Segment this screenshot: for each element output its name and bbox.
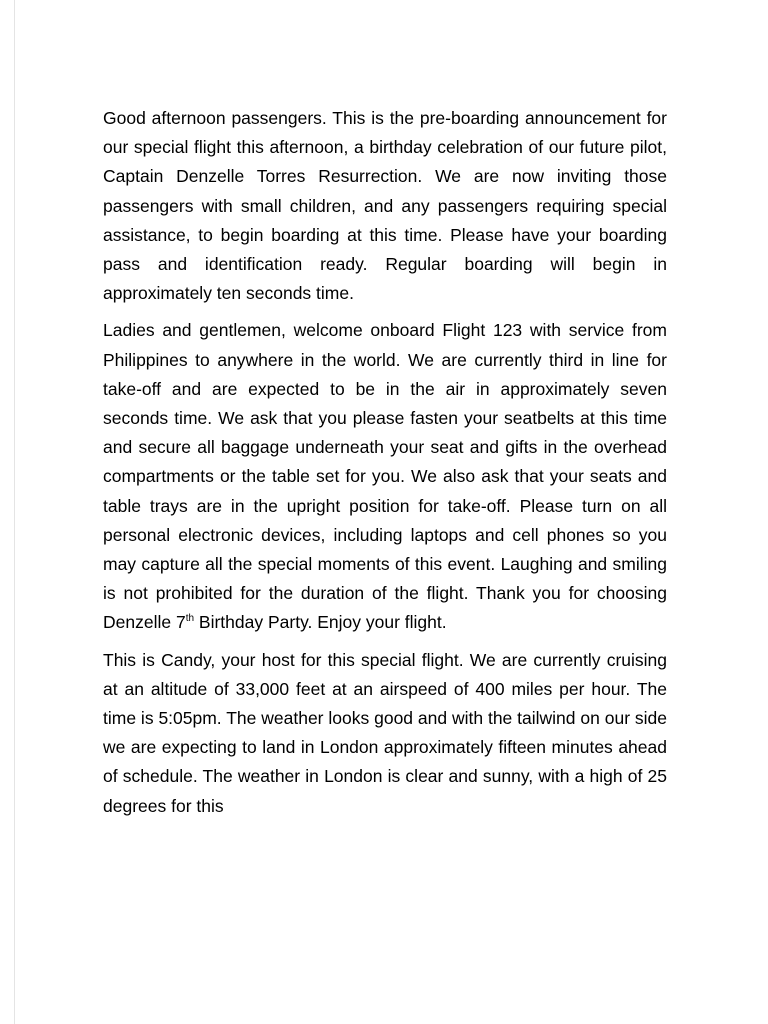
paragraph-welcome-text: Ladies and gentlemen, welcome onboard Flight 123 with service from Philippines to anywhere in the world. We are currently third in line for take-off and are expected to be in the air in approximately seven seconds time. We ask that you please fasten your seatbelts at this time and secure all baggage underneath your seat and gifts in the overhead compartments or the table set for you. We also ask that your seats and table trays are in the upright position for take-off. Please turn on all personal electronic devices, including laptops and cell phones so you may capture all the special moments of this event. Laughing and smiling is not prohibited for the duration of the flight. Thank you for choosing Denzelle 7: [103, 320, 667, 633]
paragraph-welcome-tail: Birthday Party. Enjoy your flight.: [194, 612, 447, 633]
page-edge-divider: [14, 0, 15, 1024]
document-body: [103, 104, 667, 829]
paragraph-welcome-onboard: [103, 316, 667, 637]
paragraph-pre-boarding: Good afternoon passengers. This is the pre-boarding announcement for our special flight this afternoon, a birthday celebration of our future pilot, Captain Denzelle Torres Resurrection. We are now inviting those passengers with small children, and any passengers requiring special assistance, to begin boarding at this time. Please have your boarding pass and identification ready. Regular boarding will begin in approximately ten seconds time.: [103, 108, 667, 304]
paragraph-host-cruising: This is Candy, your host for this special flight. We are currently cruising at an altitude of 33,000 feet at an airspeed of 400 miles per hour. The time is 5:05pm. The weather looks good and with the tailwind on our side we are expecting to land in London approximately fifteen minutes ahead of schedule. The weather in London is clear and sunny, with a high of 25 degrees for this: [103, 649, 667, 816]
ordinal-superscript: th: [185, 613, 195, 625]
